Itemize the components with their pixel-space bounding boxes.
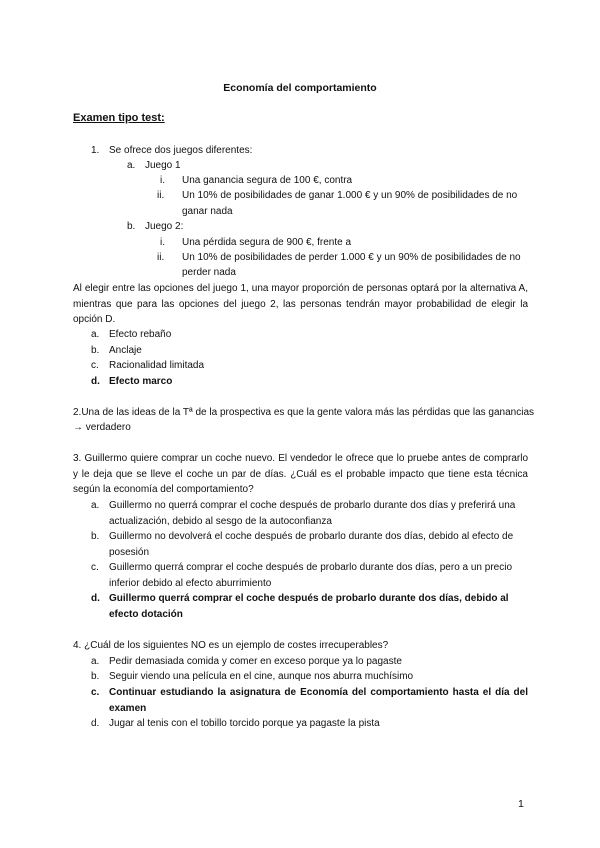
q3-option-b-marker: b. <box>91 531 100 542</box>
q3-stem: 3. Guillermo quiere comprar un coche nuevo. El vendedor le ofrece que lo pruebe antes de comprarlo y le deja que se lleve el coche un par de días. ¿Cuál es el probable impacto que tiene esta técnica según la economía del comportamiento? <box>73 453 528 495</box>
q3-option-d-correct: Guillermo querrá comprar el coche después de probarlo durante dos días, debido al efecto dotación <box>109 593 509 620</box>
q1-game2-ii-line1: Un 10% de posibilidades de perder 1.000 € y un 90% de posibilidades de no <box>182 252 521 263</box>
q4-option-c-correct: Continuar estudiando la asignatura de Economía del comportamiento hasta el día del examen <box>109 687 528 714</box>
q3-option-a: Guillermo no querrá comprar el coche después de probarlo durante dos días y preferirá una actualización, debido al sesgo de la autoconfianza <box>109 500 516 527</box>
q1-game2-i-marker: i. <box>160 237 165 248</box>
q4-option-b: Seguir viendo una película en el cine, aunque nos aburra muchísimo <box>109 671 414 682</box>
q1-option-b-marker: b. <box>91 345 100 356</box>
q1-option-d-marker: d. <box>91 376 100 387</box>
q1-game2-ii-marker: ii. <box>157 252 165 263</box>
q1-game1-label: Juego 1 <box>145 160 181 171</box>
q1-stem: Al elegir entre las opciones del juego 1, una mayor proporción de personas optará por la alternativa A, mientras que para las opciones del juego 2, las personas tendrán mayor probabilidad de elegir la opción D. <box>73 283 528 325</box>
q3-option-c-marker: c. <box>91 562 99 573</box>
q1-game1-ii-line2: ganar nada <box>182 206 233 217</box>
q4-option-d-marker: d. <box>91 718 100 729</box>
q1-option-c: Racionalidad limitada <box>109 360 205 371</box>
q3-option-b: Guillermo no devolverá el coche después de probarlo durante dos días, debido al efecto de posesión <box>109 531 514 558</box>
q3-option-d-marker: d. <box>91 593 100 604</box>
q4-option-a-marker: a. <box>91 656 100 667</box>
document-title: Economía del comportamiento <box>223 82 377 94</box>
q3-option-c: Guillermo querrá comprar el coche después de probarlo durante dos días, pero a un precio inferior debido al efecto aburrimiento <box>109 562 513 589</box>
q1-option-a-marker: a. <box>91 329 100 340</box>
q1-game2-label: Juego 2: <box>145 221 184 232</box>
section-heading: Examen tipo test: <box>73 112 165 124</box>
q1-game2-i: Una pérdida segura de 900 €, frente a <box>182 237 352 248</box>
q1-option-a: Efecto rebaño <box>109 329 172 340</box>
q1-game2-ii-line2: perder nada <box>182 267 236 278</box>
q1-game1-i: Una ganancia segura de 100 €, contra <box>182 175 353 186</box>
q1-game1-i-marker: i. <box>160 175 165 186</box>
q1-option-b: Anclaje <box>109 345 142 356</box>
q3-option-a-marker: a. <box>91 500 100 511</box>
q1-game2-marker: b. <box>127 221 136 232</box>
q1-game1-ii-marker: ii. <box>157 190 165 201</box>
page-number: 1 <box>518 798 524 810</box>
q1-text: Se ofrece dos juegos diferentes: <box>109 145 253 156</box>
q1-number: 1. <box>91 145 100 156</box>
q2-answer: → verdadero <box>73 422 131 433</box>
q2-text: 2.Una de las ideas de la Tª de la prospectiva es que la gente valora más las pérdidas que las ganancias <box>73 407 535 418</box>
q1-game1-marker: a. <box>127 160 136 171</box>
q4-option-b-marker: b. <box>91 671 100 682</box>
q1-game1-ii-line1: Un 10% de posibilidades de ganar 1.000 € y un 90% de posibilidades de no <box>182 190 518 201</box>
q4-option-d: Jugar al tenis con el tobillo torcido porque ya pagaste la pista <box>109 718 380 729</box>
q1-option-d-correct: Efecto marco <box>109 376 173 387</box>
q1-option-c-marker: c. <box>91 360 99 371</box>
q4-option-a: Pedir demasiada comida y comer en exceso porque ya lo pagaste <box>109 656 402 667</box>
q4-option-c-marker: c. <box>91 687 100 698</box>
q4-stem: 4. ¿Cuál de los siguientes NO es un ejemplo de costes irrecuperables? <box>73 640 389 651</box>
